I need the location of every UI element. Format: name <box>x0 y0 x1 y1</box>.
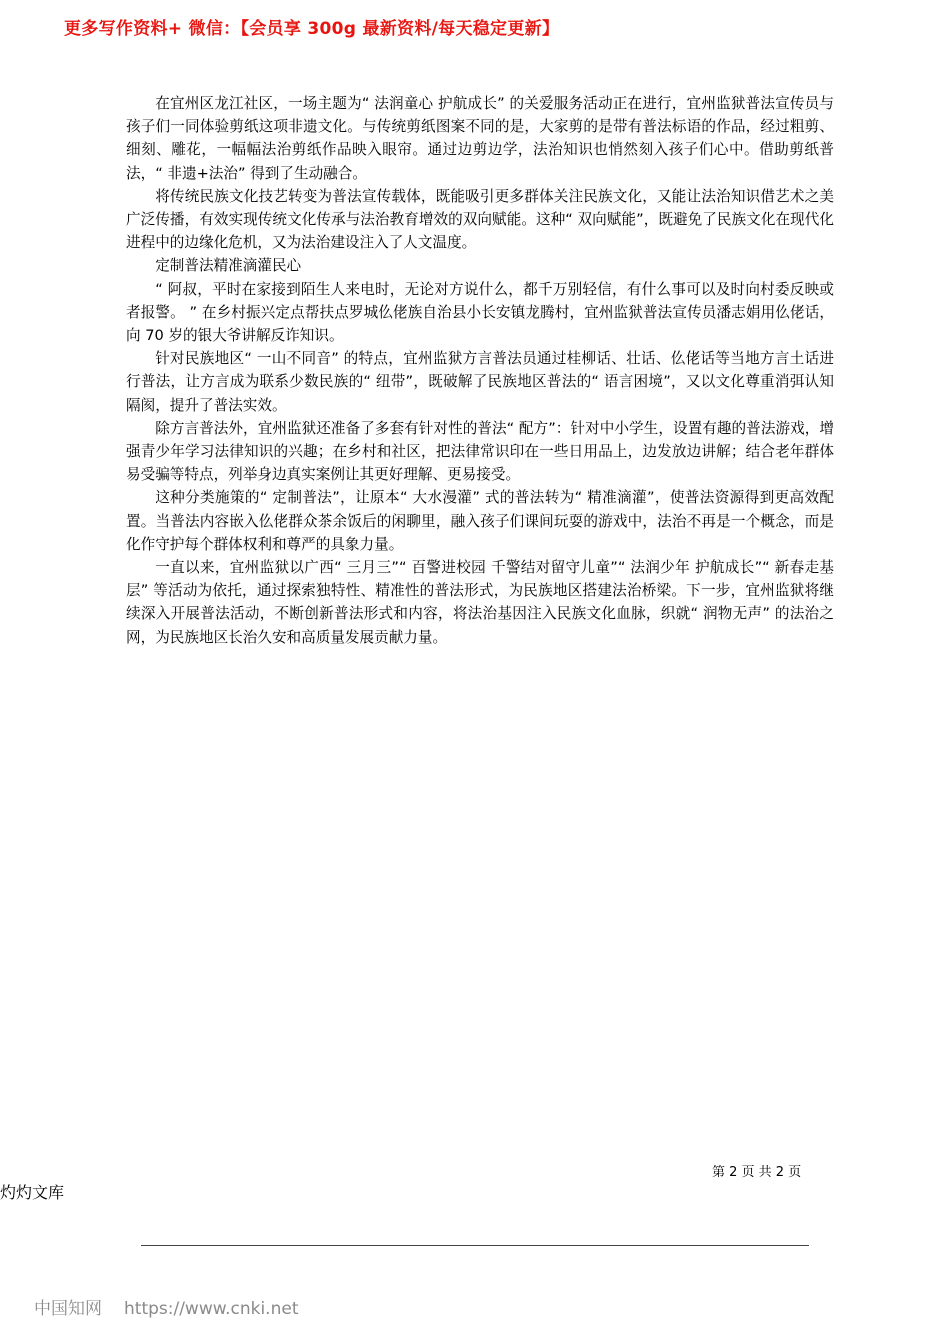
paragraph-1: 在宜州区龙江社区，一场主题为“ 法润童心 护航成长” 的关爱服务活动正在进行，宜州监狱普法宣传员与孩子们一同体验剪纸这项非遗文化。与传统剪纸图案不同的是，大家剪的是带有普法标语的作品，经过粗剪、细刻、雕花，一幅幅法治剪纸作品映入眼帘。通过边剪边学，法治知识也悄然刻入孩子们心中。借助剪纸普法，“ 非遗+法治” 得到了生动融合。 <box>126 95 834 182</box>
paragraph-6: 这种分类施策的“ 定制普法”，让原本“ 大水漫灌” 式的普法转为“ 精准滴灌”，使普法资源得到更高效配置。当普法内容嵌入仫佬群众茶余饭后的闲聊里，融入孩子们课间玩耍的游戏中，法治不再是一个概念，而是化作守护每个群体权利和尊严的具象力量。 <box>126 489 834 553</box>
article-body <box>126 92 834 649</box>
section-heading: 定制普法精准滴灌民心 <box>155 257 302 275</box>
library-name: 灼灼文库 <box>0 1183 65 1202</box>
page-indicator: 第 2 页 共 2 页 <box>712 1165 802 1180</box>
watermark <box>34 1294 298 1319</box>
paragraph-2: 将传统民族文化技艺转变为普法宣传载体，既能吸引更多群体关注民族文化，又能让法治知识借艺术之美广泛传播，有效实现传统文化传承与法治教育增效的双向赋能。这种“ 双向赋能”，既避免了民族文化在现代化进程中的边缘化危机，又为法治建设注入了人文温度。 <box>126 187 834 252</box>
footer-divider <box>141 1245 809 1246</box>
paragraph-4: 针对民族地区“ 一山不同音” 的特点，宜州监狱方言普法员通过桂柳话、壮话、仫佬话等当地方言土话进行普法，让方言成为联系少数民族的“ 纽带”，既破解了民族地区普法的“ 语言困境”，又以文化尊重消弭认知隔阂，提升了普法实效。 <box>126 350 834 414</box>
paragraph-5: 除方言普法外，宜州监狱还准备了多套有针对性的普法“ 配方”：针对中小学生，设置有趣的普法游戏，增强青少年学习法律知识的兴趣；在乡村和社区，把法律常识印在一些日用品上，边发放边讲解；结合老年群体易受骗等特点，列举身边真实案例让其更好理解、更易接受。 <box>126 419 834 484</box>
promo-banner: 更多写作资料+ 微信：【会员享 300g 最新资料/每天稳定更新】 <box>64 19 560 39</box>
watermark-site-name: 中国知网 <box>34 1299 102 1319</box>
paragraph-3: “ 阿叔，平时在家接到陌生人来电时，无论对方说什么，都千万别轻信，有什么事可以及时向村委反映或者报警。 ” 在乡村振兴定点帮扶点罗城仫佬族自治县小长安镇龙腾村，宜州监狱普法宣传员潘志娟用仫佬话，向 70 岁的银大爷讲解反诈知识。 <box>126 280 834 345</box>
paragraph-7: 一直以来，宜州监狱以广西“ 三月三”“ 百警进校园 千警结对留守儿童”“ 法润少年 护航成长”“ 新春走基层” 等活动为依托，通过探索独特性、精准性的普法形式，为民族地区搭建法治桥梁。下一步，宜州监狱将继续深入开展普法活动，不断创新普法形式和内容，将法治基因注入民族文化血脉，织就“ 润物无声” 的法治之网，为民族地区长治久安和高质量发展贡献力量。 <box>126 559 834 646</box>
watermark-url: https://www.cnki.net <box>124 1299 299 1319</box>
